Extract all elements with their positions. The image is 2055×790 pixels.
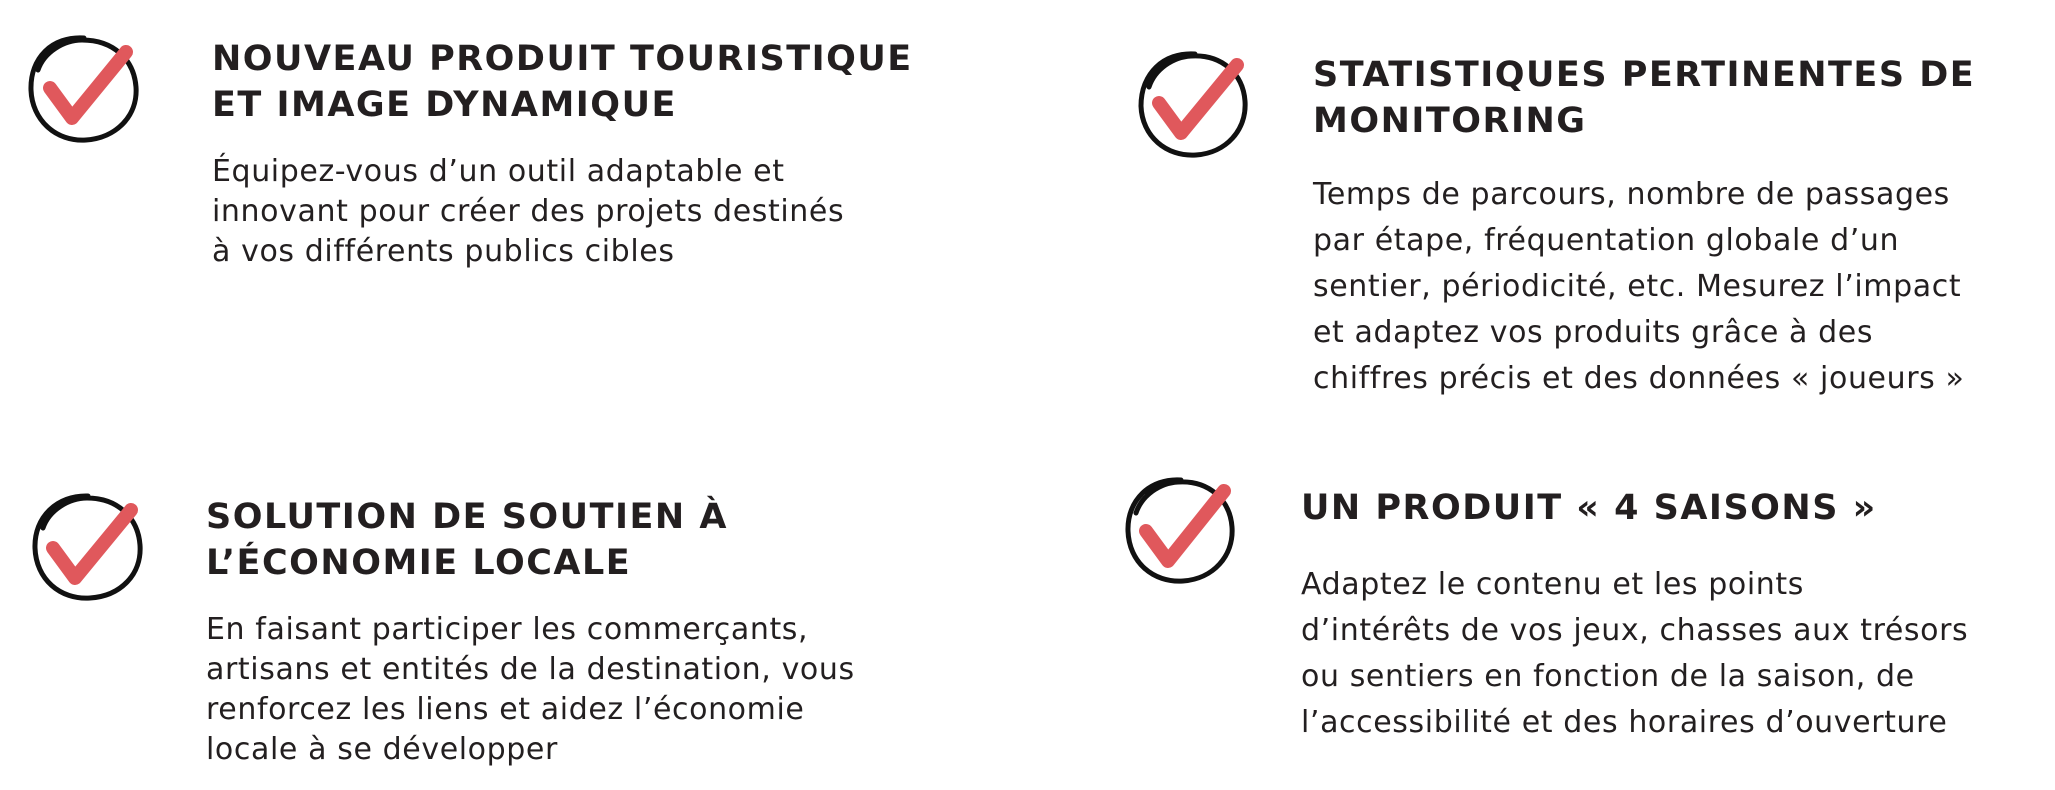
feature-title	[206, 494, 728, 586]
description-line: Temps de parcours, nombre de passages	[1313, 177, 1950, 212]
checkmark-icon	[28, 490, 150, 606]
feature-description	[206, 610, 855, 770]
feature-title-line: ET IMAGE DYNAMIQUE	[212, 85, 677, 125]
feature-title-line: L’ÉCONOMIE LOCALE	[206, 543, 632, 583]
feature-description	[1313, 172, 1964, 402]
description-line: En faisant participer les commerçants,	[206, 612, 809, 647]
feature-title-line: SOLUTION DE SOUTIEN À	[206, 497, 728, 537]
description-line: renforcez les liens et aidez l’économie	[206, 692, 805, 727]
checkmark-icon	[1133, 47, 1255, 163]
description-line: Équipez-vous d’un outil adaptable et	[212, 154, 785, 189]
checkmark-icon	[1120, 473, 1242, 589]
description-line: à vos différents publics cibles	[212, 234, 675, 269]
description-line: innovant pour créer des projets destinés	[212, 194, 845, 229]
description-line: l’accessibilité et des horaires d’ouverture	[1301, 705, 1948, 740]
description-line: Adaptez le contenu et les points	[1301, 567, 1804, 602]
description-line: d’intérêts de vos jeux, chasses aux trésors	[1301, 613, 1969, 648]
feature-description	[212, 152, 844, 272]
feature-title-line: NOUVEAU PRODUIT TOURISTIQUE	[212, 39, 913, 79]
feature-title-line: STATISTIQUES PERTINENTES DE	[1313, 55, 1976, 95]
feature-description	[1301, 562, 1968, 746]
description-line: et adaptez vos produits grâce à des	[1313, 315, 1874, 350]
feature-title	[1313, 52, 1975, 144]
checkmark-icon	[24, 32, 146, 148]
feature-title	[212, 36, 913, 128]
description-line: chiffres précis et des données « joueurs »	[1313, 361, 1965, 396]
feature-title	[1301, 485, 1877, 531]
description-line: par étape, fréquentation globale d’un	[1313, 223, 1900, 258]
description-line: locale à se développer	[206, 732, 558, 767]
feature-title-line: UN PRODUIT « 4 SAISONS »	[1301, 488, 1877, 528]
description-line: artisans et entités de la destination, vous	[206, 652, 855, 687]
description-line: ou sentiers en fonction de la saison, de	[1301, 659, 1915, 694]
feature-title-line: MONITORING	[1313, 101, 1587, 141]
description-line: sentier, périodicité, etc. Mesurez l’impact	[1313, 269, 1962, 304]
